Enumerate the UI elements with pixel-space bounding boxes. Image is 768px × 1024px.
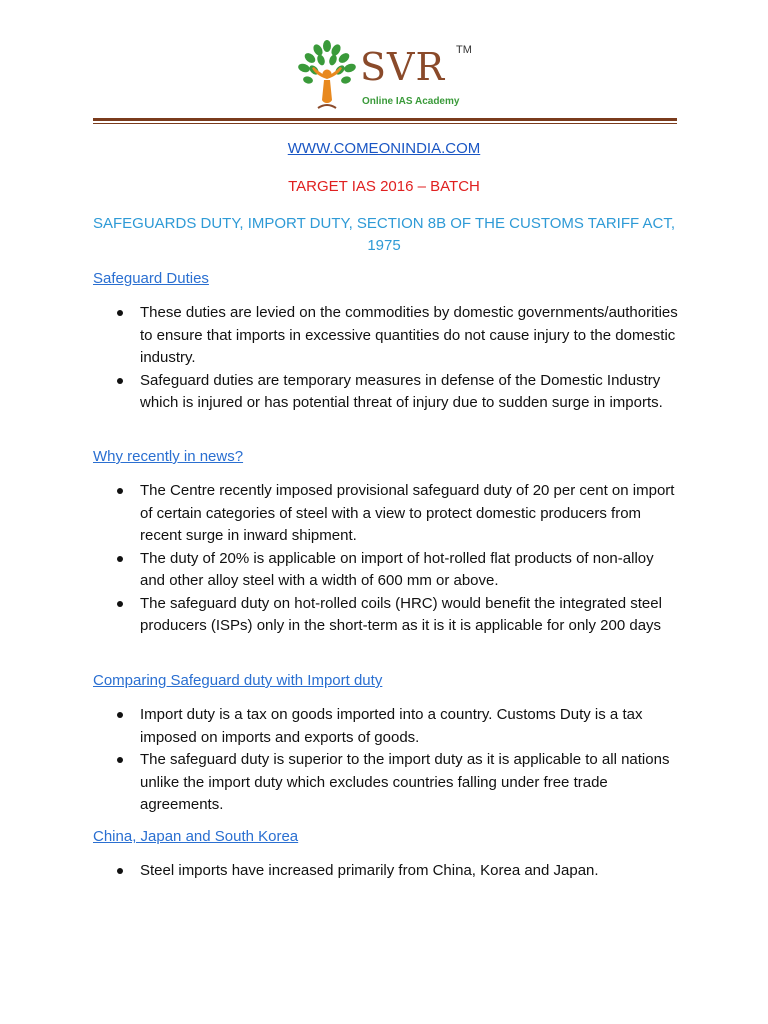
bullet-list xyxy=(93,302,693,415)
bullet-icon xyxy=(117,488,123,494)
list-item-text: The duty of 20% is applicable on import of hot-rolled flat products of non-alloy and other alloy steel with a width of 600 mm or above. xyxy=(140,549,654,589)
list-item-text: Steel imports have increased primarily from China, Korea and Japan. xyxy=(140,862,599,879)
list-item-text: The safeguard duty on hot-rolled coils (HRC) would benefit the integrated steel producers (ISPs) only in the short-term as it is it is applicable for only 200 days xyxy=(140,594,662,634)
section-why-recently-in-news xyxy=(93,446,693,638)
bullet-icon xyxy=(117,310,123,316)
section-heading[interactable]: Why recently in news? xyxy=(93,448,244,465)
section-safeguard-duties xyxy=(93,268,693,415)
list-item xyxy=(93,860,680,883)
section-heading[interactable]: Safeguard Duties xyxy=(93,270,209,287)
header-rule-thick xyxy=(93,118,677,121)
list-item xyxy=(93,749,680,817)
brand-name: SVR xyxy=(360,45,446,89)
list-item xyxy=(93,480,680,548)
list-item xyxy=(93,302,680,370)
list-item-text: These duties are levied on the commodities by domestic governments/authorities to ensure that imports in excessive quantities do not cause injury to the domestic industry. xyxy=(140,304,678,366)
section-heading[interactable]: China, Japan and South Korea xyxy=(93,828,299,845)
header-rule-thin xyxy=(93,123,677,124)
website-link[interactable]: WWW.COMEONINDIA.COM xyxy=(287,140,481,157)
list-item-text: The safeguard duty is superior to the import duty as it is applicable to all nations unlike the import duty which excludes countries falling under free trade agreements. xyxy=(140,751,670,813)
tree-person-icon xyxy=(294,38,360,118)
bullet-list xyxy=(93,860,693,883)
document-title: SAFEGUARDS DUTY, IMPORT DUTY, SECTION 8B OF THE CUSTOMS TARIFF ACT, 1975 xyxy=(92,215,676,254)
list-item xyxy=(93,548,680,593)
list-item-text: The Centre recently imposed provisional safeguard duty of 20 per cent on import of certain categories of steel with a view to protect domestic producers from recent surge in inward shipment. xyxy=(140,482,675,544)
brand-tagline: Online IAS Academy xyxy=(362,96,460,107)
list-item xyxy=(93,370,680,415)
svr-logo xyxy=(294,38,494,118)
section-comparing-duties xyxy=(93,670,693,817)
list-item-text: Safeguard duties are temporary measures in defense of the Domestic Industry which is injured or has potential threat of injury due to sudden surge in imports. xyxy=(140,371,663,411)
bullet-icon xyxy=(117,556,123,562)
bullet-list xyxy=(93,480,693,638)
list-item-text: Import duty is a tax on goods imported into a country. Customs Duty is a tax imposed on imports and exports of goods. xyxy=(140,706,643,746)
section-china-japan-korea xyxy=(93,826,693,883)
bullet-icon xyxy=(117,712,123,718)
document-header xyxy=(0,0,768,122)
bullet-icon xyxy=(117,757,123,763)
bullet-list xyxy=(93,704,693,817)
bullet-icon xyxy=(117,378,123,384)
trademark-mark: TM xyxy=(456,44,472,56)
bullet-icon xyxy=(117,868,123,874)
section-heading[interactable]: Comparing Safeguard duty with Import duty xyxy=(93,672,383,689)
list-item xyxy=(93,593,680,638)
target-batch-label: TARGET IAS 2016 – BATCH xyxy=(288,178,480,195)
bullet-icon xyxy=(117,601,123,607)
list-item xyxy=(93,704,680,749)
